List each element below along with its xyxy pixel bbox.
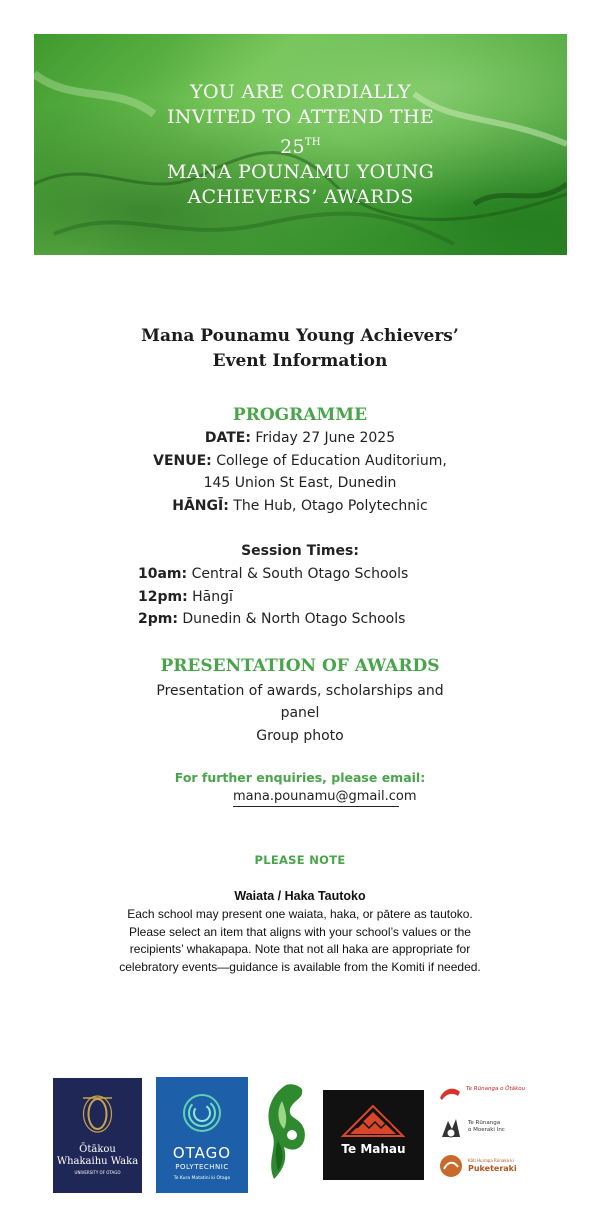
session-time: 10am: [138, 566, 188, 582]
te-runanga-moeraki-logo [438, 1115, 558, 1141]
note-line: Each school may present one waiata, haka, or pātere as tautoko. [127, 907, 473, 921]
moeraki-line-2: o Moeraki Inc [468, 1127, 505, 1133]
venue-line [0, 453, 600, 469]
otakou-logo [53, 1078, 142, 1193]
session-times-heading: Session Times: [241, 543, 359, 559]
note-line: recipients’ whakapapa. Note that not all haka are appropriate for [129, 942, 471, 956]
session-item [138, 589, 233, 605]
session-time: 2pm: [138, 611, 178, 627]
hero-line-1: YOU ARE CORDIALLY [190, 81, 411, 103]
note-subheading: Waiata / Haka Tautoko [234, 889, 366, 903]
hero-line-3 [34, 130, 567, 160]
session-desc: Dunedin & North Otago Schools [177, 611, 406, 627]
otakou-line-2: Whakaihu Waka [56, 1156, 139, 1167]
moeraki-emblem-icon [438, 1115, 464, 1141]
info-title-line-1: Mana Pounamu Young Achievers’ [141, 326, 459, 346]
date-value: Friday 27 June 2025 [250, 430, 396, 446]
puketeraki-logo [438, 1153, 558, 1179]
awards-line-3: Group photo [256, 728, 344, 744]
hangi-value: The Hub, Otago Polytechnic [228, 498, 428, 514]
hangi-line [0, 498, 600, 514]
otakou-line-1: Ōtākou [79, 1144, 116, 1155]
hangi-label: HĀNGĪ: [172, 498, 229, 514]
hero-heading [34, 80, 567, 210]
note-heading: PLEASE NOTE [254, 853, 346, 867]
runanga-otakou-emblem-icon [438, 1080, 462, 1104]
otago-line-3: Te Kura Matatini ki Otago [173, 1176, 231, 1181]
puketeraki-emblem-icon [438, 1153, 464, 1179]
hero-line-5: ACHIEVERS’ AWARDS [187, 186, 414, 208]
venue-line-2: 145 Union St East, Dunedin [203, 475, 397, 491]
awards-line-2: panel [280, 705, 320, 721]
awards-line-1: Presentation of awards, scholarships and [156, 683, 444, 699]
enquiries-email-link[interactable]: mana.pounamu@gmail.com [233, 789, 399, 807]
enquiries-label: For further enquiries, please email: [174, 770, 426, 785]
venue-label: VENUE: [153, 453, 212, 469]
pounamu-koru-logo-icon [258, 1081, 314, 1184]
hero-ordinal-number: 25 [280, 136, 305, 158]
moeraki-text [468, 1120, 505, 1134]
date-line [0, 430, 600, 446]
runanga-otakou-name: Te Rūnanga o Ōtākou [466, 1086, 526, 1092]
otago-line-1: OTAGO [172, 1144, 232, 1162]
moeraki-line-1: Te Rūnanga [468, 1120, 501, 1126]
puketeraki-line-1: Kāti Huirapa Rūnaka ki [468, 1158, 514, 1163]
otago-polytechnic-logo [156, 1077, 248, 1193]
hero-line-4: MANA POUNAMU YOUNG [166, 161, 435, 183]
session-desc: Central & South Otago Schools [187, 566, 409, 582]
venue-value: College of Education Auditorium, [211, 453, 447, 469]
te-mahau-name: Te Mahau [341, 1142, 406, 1156]
awards-heading: PRESENTATION OF AWARDS [160, 656, 440, 676]
session-desc: Hāngī [187, 589, 233, 605]
hero-banner [34, 34, 567, 255]
programme-heading: PROGRAMME [232, 405, 368, 425]
date-label: DATE: [204, 430, 251, 446]
otakou-emblem-icon [53, 1078, 142, 1193]
session-item [138, 566, 408, 582]
note-line: Please select an item that aligns with your school’s values or the [129, 924, 471, 939]
te-mahau-logo [323, 1090, 424, 1180]
te-mahau-roof-icon [323, 1090, 424, 1180]
note-line: celebratory events—guidance is available from the Komiti if needed. [119, 959, 481, 974]
puketeraki-line-2: Puketeraki [468, 1164, 517, 1173]
info-title-line-2: Event Information [212, 351, 388, 371]
session-item [138, 611, 405, 627]
session-time: 12pm: [138, 589, 188, 605]
note-body [80, 906, 520, 976]
hero-line-2: INVITED TO ATTEND THE [166, 106, 435, 128]
otago-line-2: POLYTECHNIC [175, 1163, 229, 1171]
otakou-line-3: UNIVERSITY OF OTAGO [74, 1170, 121, 1175]
hero-ordinal-suffix: TH [304, 137, 321, 148]
puketeraki-text [468, 1157, 517, 1173]
te-runanga-otakou-logo [438, 1080, 558, 1106]
